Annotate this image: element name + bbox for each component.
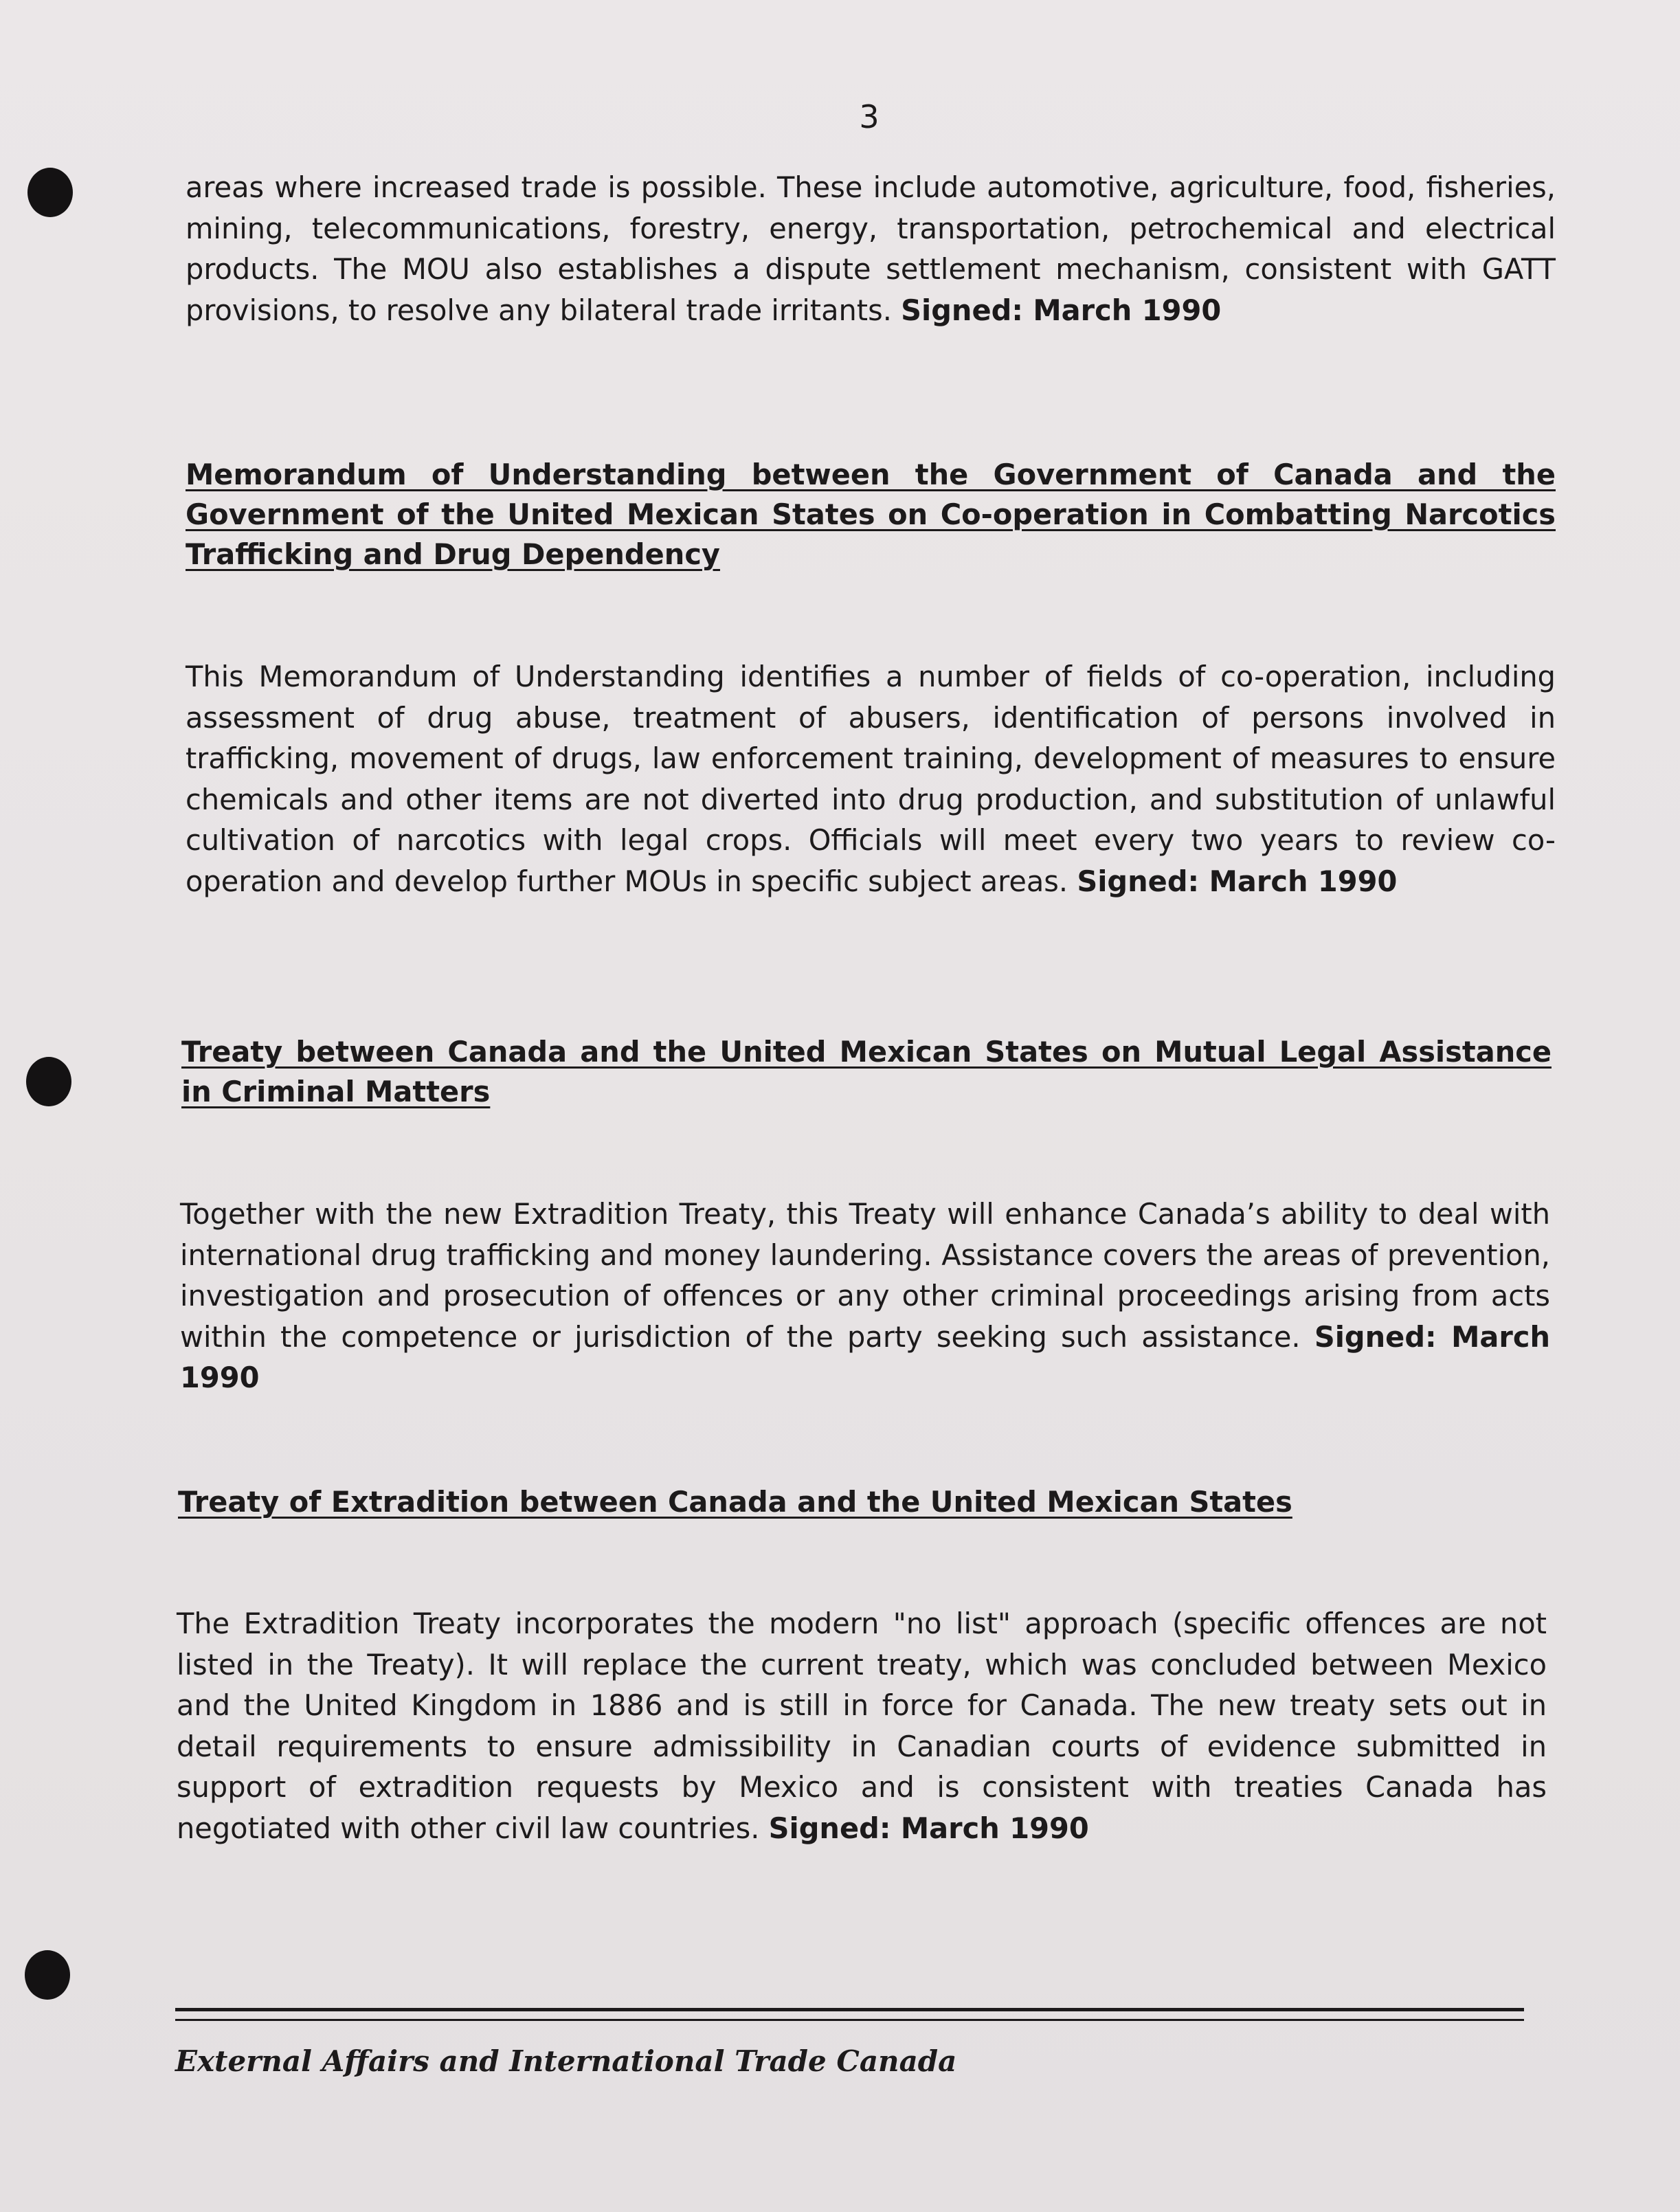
- section-body-legal-assistance-treaty: [180, 1194, 1550, 1398]
- extradition-text: The Extradition Treaty incorporates the modern "no list" approach (specific offences are not listed in the Treaty). It will replace the current treaty, which was concluded between Mexico and the United Kingdom in 1886 and is still in force for Canada. The new treaty sets out in detail requirements to ensure admissibility in Canadian courts of evidence submitted in support of extradition requests by Mexico and is consistent with treaties Canada has negotiated with other civil law countries.: [177, 1607, 1547, 1845]
- narcotics-mou-text: This Memorandum of Understanding identifies a number of fields of co-operation, including assessment of drug abuse, treatment of abusers, identification of persons involved in trafficking, movement of drugs, law enforcement training, development of measures to ensure chemicals and other items are not diverted into drug production, and substitution of unlawful cultivation of narcotics with legal crops. Officials will meet every two years to review co-operation and develop further MOUs in specific subject areas.: [186, 660, 1556, 898]
- intro-signed-date: Signed: March 1990: [901, 293, 1222, 327]
- binder-hole-bottom: [25, 1950, 70, 2000]
- section-body-extradition-treaty: [177, 1603, 1547, 1848]
- extradition-signed-date: Signed: March 1990: [768, 1811, 1089, 1845]
- narcotics-mou-signed-date: Signed: March 1990: [1077, 864, 1398, 898]
- footer-rule-thick: [175, 2008, 1524, 2011]
- intro-text: areas where increased trade is possible. These include automotive, agriculture, food, fisheries, mining, telecommunications, forestry, energy, transportation, petrochemical and electrical products. The MOU also establishes a dispute settlement mechanism, consistent with GATT provisions, to resolve any bilateral trade irritants.: [186, 170, 1556, 327]
- legal-assistance-text: Together with the new Extradition Treaty, this Treaty will enhance Canada’s ability to deal with international drug trafficking and money laundering. Assistance covers the areas of prevention, investigation and prosecution of offences or any other criminal proceedings arising from acts within the competence or jurisdiction of the party seeking such assistance.: [180, 1197, 1550, 1354]
- section-heading-legal-assistance-treaty: Treaty between Canada and the United Mexican States on Mutual Legal Assistance in Criminal Matters: [181, 1035, 1552, 1108]
- binder-hole-middle: [26, 1057, 71, 1106]
- page-number: 3: [859, 98, 880, 135]
- footer-department-name: External Affairs and International Trade Canada: [175, 2044, 957, 2078]
- footer-rule-thin: [175, 2019, 1524, 2021]
- intro-paragraph: [186, 167, 1556, 331]
- section-body-narcotics-mou: [186, 656, 1556, 902]
- section-heading-narcotics-mou: Memorandum of Understanding between the Government of Canada and the Government of the United Mexican States on Co-operation in Combatting Narcotics Trafficking and Drug Dependency: [186, 458, 1556, 571]
- binder-hole-top: [27, 168, 73, 217]
- section-heading-extradition-treaty: Treaty of Extradition between Canada and the United Mexican States: [178, 1485, 1292, 1519]
- legal-assistance-signed-date: Signed: March 1990: [180, 1319, 1550, 1394]
